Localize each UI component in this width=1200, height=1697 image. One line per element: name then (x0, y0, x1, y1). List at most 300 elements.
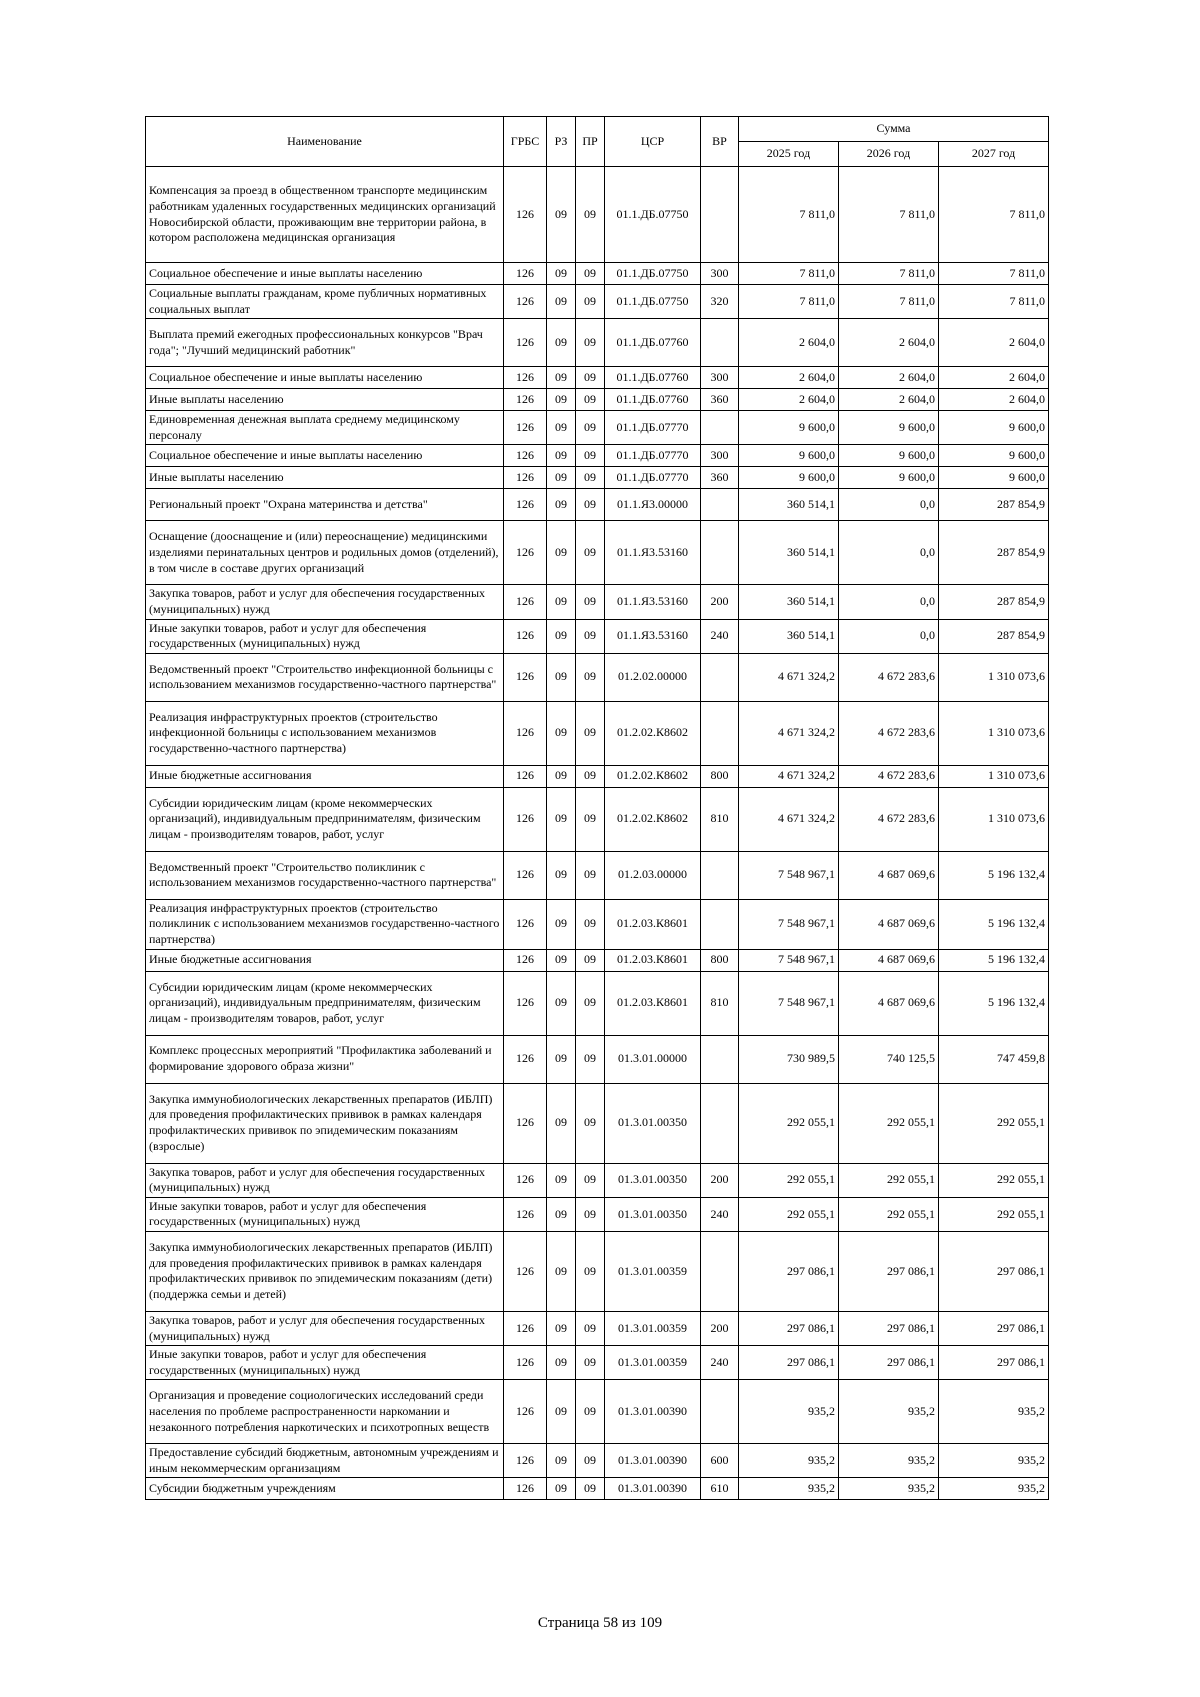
row-grbs-cell: 126 (504, 1083, 547, 1163)
row-csr-cell: 01.2.02.К8602 (605, 765, 701, 787)
table-row (146, 167, 1049, 263)
table-row (146, 1380, 1049, 1444)
row-2025-cell: 360 514,1 (739, 521, 839, 585)
table-row (146, 1444, 1049, 1478)
row-pr-cell: 09 (576, 787, 605, 851)
row-2025-cell: 7 548 967,1 (739, 949, 839, 971)
table-row (146, 1197, 1049, 1231)
row-2027-cell: 287 854,9 (939, 619, 1049, 653)
row-2027-cell: 7 811,0 (939, 263, 1049, 285)
row-2026-cell: 9 600,0 (839, 445, 939, 467)
row-pr-cell: 09 (576, 899, 605, 949)
row-csr-cell: 01.1.ДБ.07770 (605, 411, 701, 445)
row-2026-cell: 292 055,1 (839, 1083, 939, 1163)
row-2027-cell: 292 055,1 (939, 1163, 1049, 1197)
row-name-cell: Реализация инфраструктурных проектов (строительство инфекционной больницы с использованием механизмов государственно-частного партнерства) (146, 701, 504, 765)
row-vr-cell: 800 (701, 949, 739, 971)
row-name-cell: Ведомственный проект "Строительство поликлиник с использованием механизмов государственно-частного партнерства" (146, 851, 504, 899)
row-grbs-cell: 126 (504, 319, 547, 367)
row-rz-cell: 09 (547, 1197, 576, 1231)
row-grbs-cell: 126 (504, 1311, 547, 1345)
row-csr-cell: 01.1.Я3.53160 (605, 585, 701, 619)
row-2027-cell: 5 196 132,4 (939, 851, 1049, 899)
row-2025-cell: 297 086,1 (739, 1231, 839, 1311)
row-grbs-cell: 126 (504, 1444, 547, 1478)
table-row (146, 787, 1049, 851)
row-vr-cell (701, 899, 739, 949)
row-vr-cell (701, 1380, 739, 1444)
row-pr-cell: 09 (576, 263, 605, 285)
row-2027-cell: 935,2 (939, 1478, 1049, 1500)
row-pr-cell: 09 (576, 1380, 605, 1444)
row-2026-cell: 0,0 (839, 489, 939, 521)
row-2027-cell: 1 310 073,6 (939, 787, 1049, 851)
row-rz-cell: 09 (547, 1231, 576, 1311)
row-grbs-cell: 126 (504, 971, 547, 1035)
row-2027-cell: 297 086,1 (939, 1346, 1049, 1380)
row-2027-cell: 5 196 132,4 (939, 949, 1049, 971)
row-rz-cell: 09 (547, 285, 576, 319)
row-vr-cell: 300 (701, 263, 739, 285)
row-pr-cell: 09 (576, 489, 605, 521)
row-2027-cell: 9 600,0 (939, 411, 1049, 445)
row-2027-cell: 1 310 073,6 (939, 653, 1049, 701)
row-pr-cell: 09 (576, 585, 605, 619)
row-pr-cell: 09 (576, 765, 605, 787)
row-vr-cell: 240 (701, 1197, 739, 1231)
row-name-cell: Субсидии юридическим лицам (кроме некоммерческих организаций), индивидуальным предпринимателям, физическим лицам - производителям товаров, работ, услуг (146, 787, 504, 851)
row-2026-cell: 0,0 (839, 585, 939, 619)
row-2027-cell: 935,2 (939, 1380, 1049, 1444)
row-rz-cell: 09 (547, 263, 576, 285)
row-grbs-cell: 126 (504, 367, 547, 389)
row-2025-cell: 7 811,0 (739, 263, 839, 285)
row-rz-cell: 09 (547, 949, 576, 971)
row-pr-cell: 09 (576, 949, 605, 971)
row-2025-cell: 297 086,1 (739, 1346, 839, 1380)
row-grbs-cell: 126 (504, 167, 547, 263)
row-2026-cell: 292 055,1 (839, 1197, 939, 1231)
row-grbs-cell: 126 (504, 1231, 547, 1311)
row-2025-cell: 4 671 324,2 (739, 765, 839, 787)
row-grbs-cell: 126 (504, 389, 547, 411)
row-vr-cell: 610 (701, 1478, 739, 1500)
row-pr-cell: 09 (576, 521, 605, 585)
row-csr-cell: 01.2.03.К8601 (605, 899, 701, 949)
row-2027-cell: 1 310 073,6 (939, 701, 1049, 765)
row-2026-cell: 297 086,1 (839, 1231, 939, 1311)
row-rz-cell: 09 (547, 167, 576, 263)
row-2025-cell: 935,2 (739, 1444, 839, 1478)
row-2026-cell: 297 086,1 (839, 1311, 939, 1345)
row-2026-cell: 0,0 (839, 619, 939, 653)
row-2026-cell: 935,2 (839, 1380, 939, 1444)
row-vr-cell: 240 (701, 1346, 739, 1380)
row-csr-cell: 01.2.03.К8601 (605, 949, 701, 971)
row-rz-cell: 09 (547, 653, 576, 701)
row-csr-cell: 01.1.ДБ.07760 (605, 389, 701, 411)
row-csr-cell: 01.2.02.К8602 (605, 787, 701, 851)
row-name-cell: Компенсация за проезд в общественном транспорте медицинским работникам удаленных государственных медицинских организаций Новосибирской области, проживающим вне территории района, в котором расположена медицинская организация (146, 167, 504, 263)
row-rz-cell: 09 (547, 585, 576, 619)
table-row (146, 701, 1049, 765)
table-row (146, 445, 1049, 467)
row-pr-cell: 09 (576, 701, 605, 765)
row-2025-cell: 2 604,0 (739, 389, 839, 411)
row-grbs-cell: 126 (504, 899, 547, 949)
row-2027-cell: 9 600,0 (939, 445, 1049, 467)
row-grbs-cell: 126 (504, 285, 547, 319)
row-name-cell: Реализация инфраструктурных проектов (строительство поликлиник с использованием механизмов государственно-частного партнерства) (146, 899, 504, 949)
row-pr-cell: 09 (576, 411, 605, 445)
row-rz-cell: 09 (547, 411, 576, 445)
row-2025-cell: 360 514,1 (739, 489, 839, 521)
header-vr: ВР (701, 117, 739, 167)
row-vr-cell: 360 (701, 467, 739, 489)
row-vr-cell: 800 (701, 765, 739, 787)
budget-table (145, 116, 1049, 1500)
row-name-cell: Закупка иммунобиологических лекарственных препаратов (ИБЛП) для проведения профилактических прививок в рамках календаря профилактических прививок по эпидемическим показаниям (взрослые) (146, 1083, 504, 1163)
header-sum: Сумма (739, 117, 1049, 142)
row-2025-cell: 7 548 967,1 (739, 899, 839, 949)
table-row (146, 263, 1049, 285)
row-csr-cell: 01.1.ДБ.07770 (605, 467, 701, 489)
row-grbs-cell: 126 (504, 653, 547, 701)
header-2026: 2026 год (839, 142, 939, 167)
row-grbs-cell: 126 (504, 467, 547, 489)
row-rz-cell: 09 (547, 521, 576, 585)
table-row (146, 1478, 1049, 1500)
row-rz-cell: 09 (547, 1478, 576, 1500)
row-pr-cell: 09 (576, 1035, 605, 1083)
row-csr-cell: 01.2.02.К8602 (605, 701, 701, 765)
table-row (146, 1346, 1049, 1380)
row-csr-cell: 01.3.01.00359 (605, 1311, 701, 1345)
row-rz-cell: 09 (547, 389, 576, 411)
row-rz-cell: 09 (547, 765, 576, 787)
row-grbs-cell: 126 (504, 263, 547, 285)
row-vr-cell (701, 1083, 739, 1163)
header-grbs: ГРБС (504, 117, 547, 167)
row-pr-cell: 09 (576, 1346, 605, 1380)
table-row (146, 411, 1049, 445)
row-csr-cell: 01.1.ДБ.07760 (605, 367, 701, 389)
row-rz-cell: 09 (547, 489, 576, 521)
row-2025-cell: 297 086,1 (739, 1311, 839, 1345)
row-2027-cell: 5 196 132,4 (939, 899, 1049, 949)
row-2025-cell: 360 514,1 (739, 619, 839, 653)
row-2027-cell: 7 811,0 (939, 167, 1049, 263)
row-2025-cell: 360 514,1 (739, 585, 839, 619)
row-rz-cell: 09 (547, 787, 576, 851)
row-2025-cell: 7 548 967,1 (739, 971, 839, 1035)
row-vr-cell (701, 319, 739, 367)
row-grbs-cell: 126 (504, 1197, 547, 1231)
row-2025-cell: 292 055,1 (739, 1197, 839, 1231)
table-row (146, 389, 1049, 411)
row-csr-cell: 01.2.03.К8601 (605, 971, 701, 1035)
table-row (146, 619, 1049, 653)
row-name-cell: Оснащение (дооснащение и (или) переоснащение) медицинскими изделиями перинатальных центров и родильных домов (отделений), в том числе в составе других организаций (146, 521, 504, 585)
row-grbs-cell: 126 (504, 1035, 547, 1083)
row-name-cell: Иные бюджетные ассигнования (146, 949, 504, 971)
table-row (146, 971, 1049, 1035)
row-name-cell: Социальное обеспечение и иные выплаты населению (146, 263, 504, 285)
header-pr: ПР (576, 117, 605, 167)
row-2025-cell: 4 671 324,2 (739, 653, 839, 701)
row-csr-cell: 01.3.01.00359 (605, 1346, 701, 1380)
row-rz-cell: 09 (547, 1035, 576, 1083)
header-2025: 2025 год (739, 142, 839, 167)
table-row (146, 489, 1049, 521)
row-csr-cell: 01.3.01.00359 (605, 1231, 701, 1311)
row-2025-cell: 935,2 (739, 1380, 839, 1444)
row-name-cell: Единовременная денежная выплата среднему медицинскому персоналу (146, 411, 504, 445)
table-row (146, 1311, 1049, 1345)
row-csr-cell: 01.3.01.00390 (605, 1478, 701, 1500)
table-row (146, 949, 1049, 971)
row-vr-cell: 300 (701, 367, 739, 389)
row-vr-cell (701, 851, 739, 899)
row-vr-cell: 810 (701, 971, 739, 1035)
row-rz-cell: 09 (547, 1163, 576, 1197)
row-2026-cell: 9 600,0 (839, 411, 939, 445)
row-rz-cell: 09 (547, 367, 576, 389)
row-name-cell: Субсидии юридическим лицам (кроме некоммерческих организаций), индивидуальным предпринимателям, физическим лицам - производителям товаров, работ, услуг (146, 971, 504, 1035)
row-rz-cell: 09 (547, 1380, 576, 1444)
row-name-cell: Закупка товаров, работ и услуг для обеспечения государственных (муниципальных) нужд (146, 585, 504, 619)
row-2026-cell: 4 672 283,6 (839, 701, 939, 765)
row-vr-cell (701, 167, 739, 263)
row-2026-cell: 2 604,0 (839, 367, 939, 389)
row-csr-cell: 01.3.01.00390 (605, 1380, 701, 1444)
row-pr-cell: 09 (576, 1197, 605, 1231)
page-number: Страница 58 из 109 (537, 1615, 663, 1631)
row-2027-cell: 2 604,0 (939, 367, 1049, 389)
header-csr: ЦСР (605, 117, 701, 167)
row-grbs-cell: 126 (504, 1478, 547, 1500)
row-2026-cell: 4 672 283,6 (839, 653, 939, 701)
row-grbs-cell: 126 (504, 445, 547, 467)
table-header (146, 117, 1049, 167)
table-row (146, 521, 1049, 585)
row-2026-cell: 2 604,0 (839, 389, 939, 411)
row-name-cell: Иные закупки товаров, работ и услуг для обеспечения государственных (муниципальных) нужд (146, 1346, 504, 1380)
row-2026-cell: 0,0 (839, 521, 939, 585)
header-2027: 2027 год (939, 142, 1049, 167)
row-pr-cell: 09 (576, 1311, 605, 1345)
row-vr-cell: 360 (701, 389, 739, 411)
row-2027-cell: 297 086,1 (939, 1231, 1049, 1311)
row-2025-cell: 292 055,1 (739, 1163, 839, 1197)
row-name-cell: Иные бюджетные ассигнования (146, 765, 504, 787)
row-rz-cell: 09 (547, 445, 576, 467)
row-grbs-cell: 126 (504, 585, 547, 619)
row-2025-cell: 4 671 324,2 (739, 787, 839, 851)
row-vr-cell (701, 1035, 739, 1083)
row-2025-cell: 7 811,0 (739, 167, 839, 263)
row-2027-cell: 935,2 (939, 1444, 1049, 1478)
row-grbs-cell: 126 (504, 701, 547, 765)
row-csr-cell: 01.3.01.00350 (605, 1083, 701, 1163)
row-name-cell: Закупка товаров, работ и услуг для обеспечения государственных (муниципальных) нужд (146, 1311, 504, 1345)
row-rz-cell: 09 (547, 851, 576, 899)
row-name-cell: Организация и проведение социологических исследований среди населения по проблеме распространенности наркомании и незаконного потребления наркотических и психотропных веществ (146, 1380, 504, 1444)
row-name-cell: Иные закупки товаров, работ и услуг для обеспечения государственных (муниципальных) нужд (146, 619, 504, 653)
row-csr-cell: 01.1.ДБ.07750 (605, 285, 701, 319)
row-pr-cell: 09 (576, 851, 605, 899)
row-2026-cell: 4 687 069,6 (839, 899, 939, 949)
row-2027-cell: 287 854,9 (939, 585, 1049, 619)
row-name-cell: Предоставление субсидий бюджетным, автономным учреждениям и иным некоммерческим организациям (146, 1444, 504, 1478)
row-rz-cell: 09 (547, 467, 576, 489)
row-rz-cell: 09 (547, 1311, 576, 1345)
table-row (146, 285, 1049, 319)
row-2027-cell: 9 600,0 (939, 467, 1049, 489)
row-2025-cell: 935,2 (739, 1478, 839, 1500)
row-csr-cell: 01.1.Я3.00000 (605, 489, 701, 521)
row-2026-cell: 4 687 069,6 (839, 971, 939, 1035)
row-2025-cell: 7 548 967,1 (739, 851, 839, 899)
header-rz: РЗ (547, 117, 576, 167)
row-name-cell: Закупка товаров, работ и услуг для обеспечения государственных (муниципальных) нужд (146, 1163, 504, 1197)
row-name-cell: Ведомственный проект "Строительство инфекционной больницы с использованием механизмов государственно-частного партнерства" (146, 653, 504, 701)
row-pr-cell: 09 (576, 167, 605, 263)
row-grbs-cell: 126 (504, 489, 547, 521)
row-2025-cell: 2 604,0 (739, 367, 839, 389)
row-name-cell: Иные выплаты населению (146, 389, 504, 411)
row-2025-cell: 9 600,0 (739, 411, 839, 445)
row-name-cell: Социальное обеспечение и иные выплаты населению (146, 367, 504, 389)
row-vr-cell (701, 1231, 739, 1311)
row-rz-cell: 09 (547, 319, 576, 367)
row-grbs-cell: 126 (504, 765, 547, 787)
row-pr-cell: 09 (576, 319, 605, 367)
row-2025-cell: 4 671 324,2 (739, 701, 839, 765)
row-pr-cell: 09 (576, 971, 605, 1035)
table-row (146, 765, 1049, 787)
row-csr-cell: 01.3.01.00350 (605, 1163, 701, 1197)
row-grbs-cell: 126 (504, 787, 547, 851)
row-2027-cell: 292 055,1 (939, 1083, 1049, 1163)
row-2026-cell: 7 811,0 (839, 167, 939, 263)
row-pr-cell: 09 (576, 445, 605, 467)
row-grbs-cell: 126 (504, 1163, 547, 1197)
row-2027-cell: 287 854,9 (939, 489, 1049, 521)
row-2025-cell: 2 604,0 (739, 319, 839, 367)
row-grbs-cell: 126 (504, 1380, 547, 1444)
row-csr-cell: 01.1.Я3.53160 (605, 521, 701, 585)
row-vr-cell (701, 701, 739, 765)
row-2027-cell: 2 604,0 (939, 319, 1049, 367)
row-2025-cell: 9 600,0 (739, 467, 839, 489)
row-grbs-cell: 126 (504, 949, 547, 971)
row-vr-cell (701, 489, 739, 521)
row-vr-cell: 200 (701, 1311, 739, 1345)
row-vr-cell: 300 (701, 445, 739, 467)
row-csr-cell: 01.3.01.00000 (605, 1035, 701, 1083)
row-2026-cell: 935,2 (839, 1444, 939, 1478)
row-name-cell: Социальное обеспечение и иные выплаты населению (146, 445, 504, 467)
row-rz-cell: 09 (547, 1083, 576, 1163)
row-pr-cell: 09 (576, 1163, 605, 1197)
row-name-cell: Иные выплаты населению (146, 467, 504, 489)
row-name-cell: Региональный проект "Охрана материнства и детства" (146, 489, 504, 521)
row-pr-cell: 09 (576, 1231, 605, 1311)
row-vr-cell: 240 (701, 619, 739, 653)
row-name-cell: Иные закупки товаров, работ и услуг для обеспечения государственных (муниципальных) нужд (146, 1197, 504, 1231)
row-rz-cell: 09 (547, 971, 576, 1035)
row-csr-cell: 01.3.01.00350 (605, 1197, 701, 1231)
row-pr-cell: 09 (576, 1444, 605, 1478)
row-pr-cell: 09 (576, 1083, 605, 1163)
row-csr-cell: 01.1.Я3.53160 (605, 619, 701, 653)
row-csr-cell: 01.1.ДБ.07750 (605, 167, 701, 263)
row-2026-cell: 9 600,0 (839, 467, 939, 489)
row-csr-cell: 01.1.ДБ.07770 (605, 445, 701, 467)
row-grbs-cell: 126 (504, 411, 547, 445)
row-grbs-cell: 126 (504, 521, 547, 585)
row-rz-cell: 09 (547, 701, 576, 765)
row-grbs-cell: 126 (504, 619, 547, 653)
row-2027-cell: 5 196 132,4 (939, 971, 1049, 1035)
row-name-cell: Закупка иммунобиологических лекарственных препаратов (ИБЛП) для проведения профилактических прививок в рамках календаря профилактических прививок по эпидемическим показаниям (дети) (поддержка семьи и детей) (146, 1231, 504, 1311)
row-2026-cell: 292 055,1 (839, 1163, 939, 1197)
table-row (146, 467, 1049, 489)
row-2026-cell: 7 811,0 (839, 263, 939, 285)
table-row (146, 899, 1049, 949)
row-rz-cell: 09 (547, 899, 576, 949)
row-csr-cell: 01.1.ДБ.07750 (605, 263, 701, 285)
table-row (146, 1083, 1049, 1163)
row-2025-cell: 7 811,0 (739, 285, 839, 319)
row-pr-cell: 09 (576, 367, 605, 389)
table-row (146, 851, 1049, 899)
row-vr-cell: 320 (701, 285, 739, 319)
row-name-cell: Социальные выплаты гражданам, кроме публичных нормативных социальных выплат (146, 285, 504, 319)
table-row (146, 1231, 1049, 1311)
row-pr-cell: 09 (576, 653, 605, 701)
row-vr-cell: 200 (701, 1163, 739, 1197)
row-rz-cell: 09 (547, 1444, 576, 1478)
row-grbs-cell: 126 (504, 1346, 547, 1380)
row-2027-cell: 292 055,1 (939, 1197, 1049, 1231)
table-row (146, 319, 1049, 367)
row-grbs-cell: 126 (504, 851, 547, 899)
row-2027-cell: 297 086,1 (939, 1311, 1049, 1345)
row-2026-cell: 4 687 069,6 (839, 851, 939, 899)
row-2025-cell: 730 989,5 (739, 1035, 839, 1083)
header-name: Наименование (146, 117, 504, 167)
table-body (146, 167, 1049, 1500)
row-csr-cell: 01.1.ДБ.07760 (605, 319, 701, 367)
row-csr-cell: 01.3.01.00390 (605, 1444, 701, 1478)
row-name-cell: Субсидии бюджетным учреждениям (146, 1478, 504, 1500)
row-vr-cell (701, 521, 739, 585)
row-2026-cell: 2 604,0 (839, 319, 939, 367)
row-name-cell: Комплекс процессных мероприятий "Профилактика заболеваний и формирование здорового образа жизни" (146, 1035, 504, 1083)
row-2027-cell: 7 811,0 (939, 285, 1049, 319)
row-rz-cell: 09 (547, 1346, 576, 1380)
row-pr-cell: 09 (576, 619, 605, 653)
row-vr-cell: 600 (701, 1444, 739, 1478)
row-2026-cell: 935,2 (839, 1478, 939, 1500)
row-2026-cell: 740 125,5 (839, 1035, 939, 1083)
row-2026-cell: 297 086,1 (839, 1346, 939, 1380)
row-2027-cell: 747 459,8 (939, 1035, 1049, 1083)
row-csr-cell: 01.2.02.00000 (605, 653, 701, 701)
row-csr-cell: 01.2.03.00000 (605, 851, 701, 899)
